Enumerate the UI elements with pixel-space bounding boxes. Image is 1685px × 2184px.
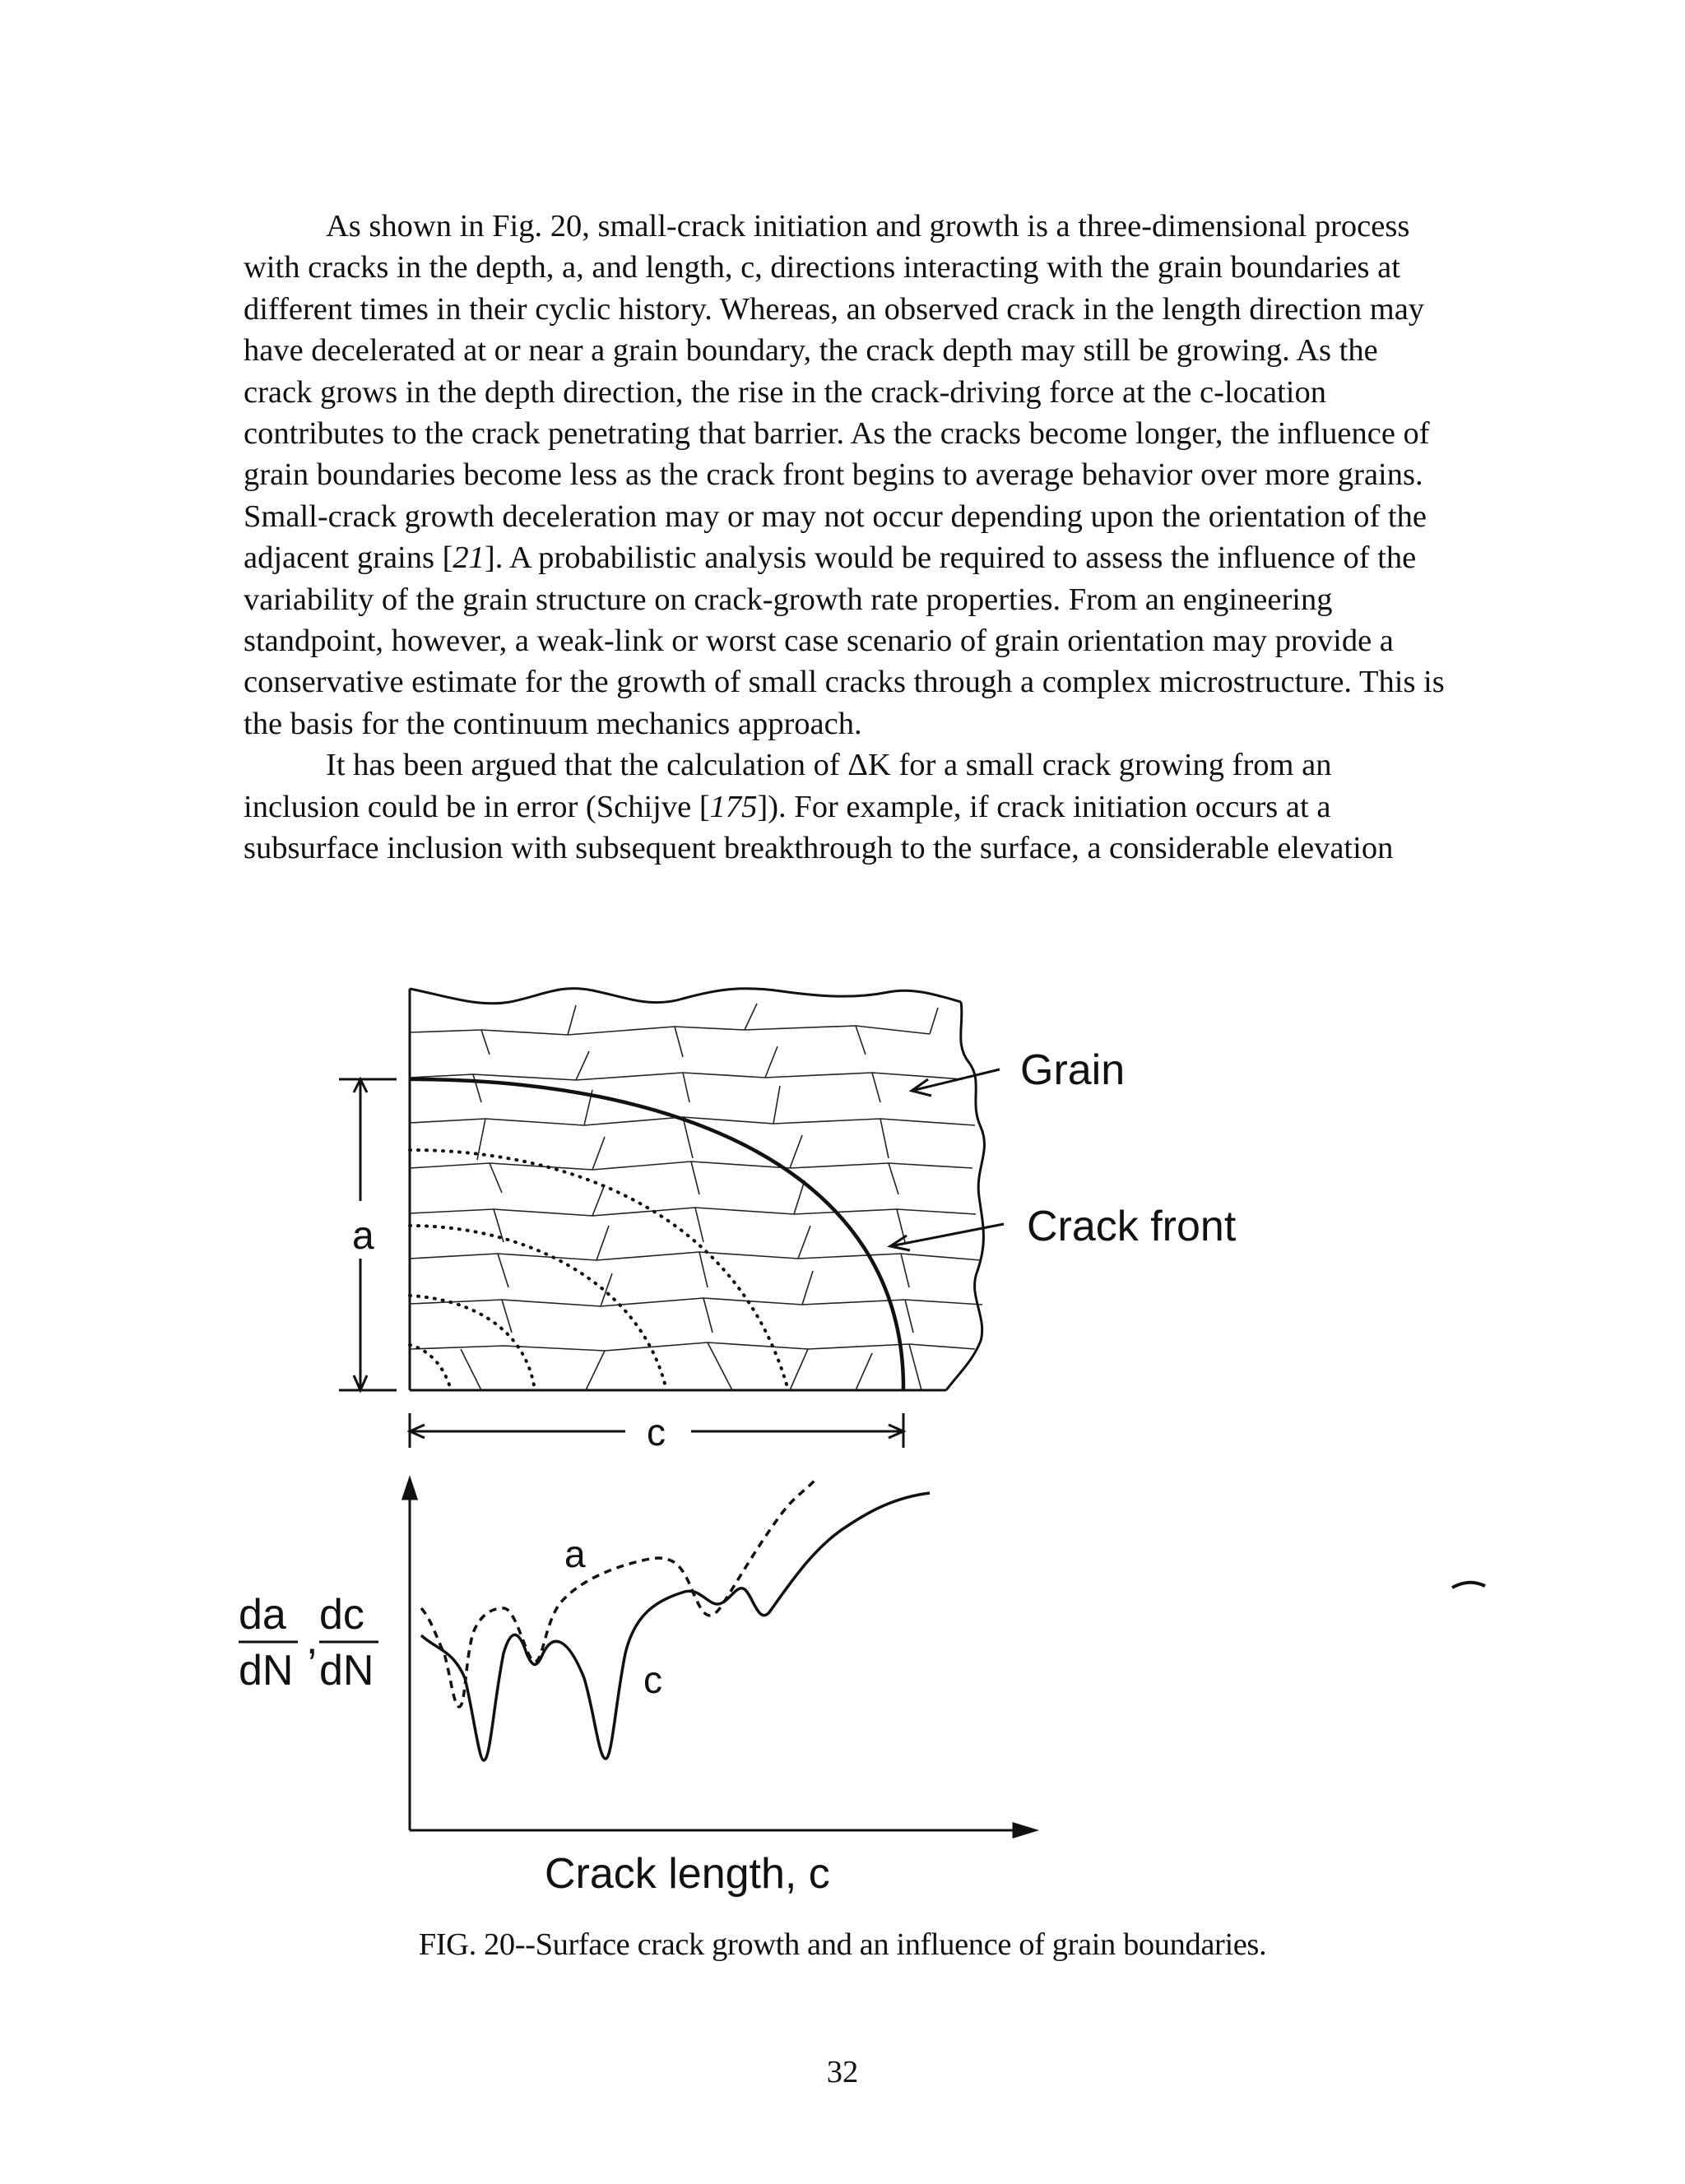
curve-c (421, 1493, 930, 1760)
paragraph-2-part-b: ]). For example, if crack initiation occurs at a subsurface inclusion with subsequent breakthrough to the surface, a considerable elevation (244, 789, 1394, 866)
y-label-comma: , (306, 1616, 318, 1663)
figure-caption: FIG. 20--Surface crack growth and an influence of grain boundaries. (418, 1927, 1267, 1962)
label-crack-front: Crack front (1027, 1203, 1237, 1250)
curve-label-c: c (643, 1658, 662, 1701)
previous-crack-fronts (410, 1150, 788, 1390)
label-depth-a: a (352, 1214, 374, 1258)
curve-a (421, 1481, 815, 1707)
y-label-dN-2: dN (319, 1647, 374, 1695)
citation-21: 21 (453, 540, 485, 576)
y-axis-arrow-icon (403, 1479, 416, 1499)
y-label-dc: dc (319, 1591, 364, 1639)
plot-axes (403, 1479, 1035, 1837)
y-label-dN-1: dN (239, 1647, 294, 1695)
paragraph-1-part-b: ]. A probabilistic analysis would be required to assess the influence of the variability of the grain structure on crack-growth rate properties. From an engineering standpoint, however, a weak-link or worst case scenario of grain orientation may provide a conservative estimate for the growth of small cracks through a complex microstructure. This is the basis for the continuum mechanics approach. (244, 540, 1445, 741)
citation-175: 175 (709, 789, 758, 824)
leader-arrows (890, 1069, 1004, 1250)
x-axis-arrow-icon (1014, 1824, 1035, 1837)
y-label-da: da (239, 1591, 286, 1639)
y-axis-label (239, 1591, 378, 1695)
grain-block-right-edge (946, 1002, 984, 1390)
label-length-c: c (647, 1411, 666, 1454)
page-number: 32 (826, 2055, 859, 2089)
paragraph-1-part-a: As shown in Fig. 20, small-crack initiation and growth is a three-dimensional process with cracks in the depth, a, and length, c, directions interacting with the grain boundaries at different times in their cyclic history. Whereas, an observed crack in the length direction may have decelerated at or near a grain boundary, the crack depth may still be growing. As the crack grows in the depth direction, the rise in the crack-driving force at the c-location contributes to the crack penetrating that barrier. As the cracks become longer, the influence of grain boundaries become less as the crack front begins to average behavior over more grains. Small-crack growth deceleration may or may not occur depending upon the orientation of the adjacent grains [ (244, 209, 1430, 576)
grain-block-top-edge (410, 989, 961, 1004)
crack-front-leader-line (890, 1224, 1004, 1246)
paragraph-2-part-a: It has been argued that the calculation of ΔK for a small crack growing from an inclusion could be in error (Schijve [ (244, 748, 1332, 824)
curve-label-a: a (564, 1533, 586, 1575)
label-grain: Grain (1020, 1046, 1126, 1094)
scan-mark (1452, 1583, 1485, 1588)
x-axis-label: Crack length, c (545, 1850, 830, 1898)
